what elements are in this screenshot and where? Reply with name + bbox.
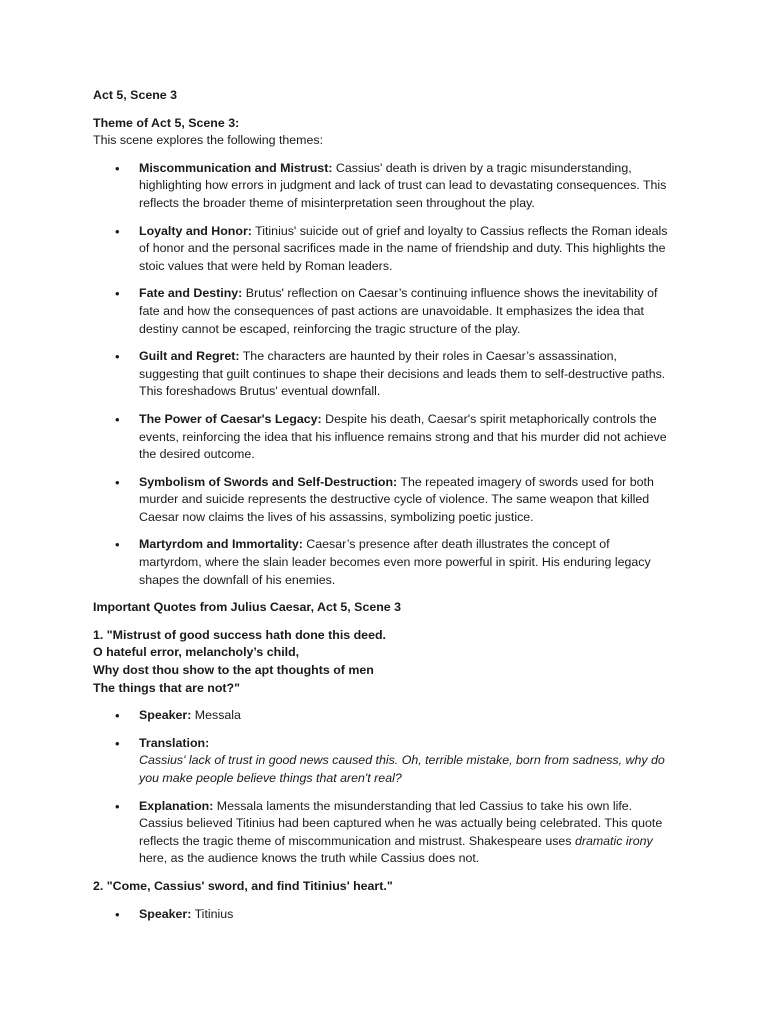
doc-title: Act 5, Scene 3 <box>93 88 178 102</box>
theme-label: Miscommunication and Mistrust: <box>139 160 333 175</box>
theme-label: The Power of Caesar's Legacy: <box>139 411 322 426</box>
themes-list <box>93 160 673 589</box>
theme-label: Guilt and Regret: <box>139 349 240 364</box>
theme-text: Brutus' reflection on Caesar’s continuing influence shows the inevitability of fate and how the consequences of past actions are unavoidable. It emphasizes the idea that destiny cannot be escaped, reinforcing the tragic structure of the play. <box>139 286 658 336</box>
explanation-label: Explanation: <box>139 798 214 813</box>
speaker-name: Messala <box>191 708 241 723</box>
list-item <box>93 348 673 401</box>
list-item <box>93 223 673 276</box>
theme-text: Titinius' suicide out of grief and loyalty to Cassius reflects the Roman ideals of honor and the personal sacrifices made in the name of friendship and duty. This highlights the stoic values that were held by Roman leaders. <box>139 223 668 273</box>
theme-text: Caesar’s presence after death illustrates the concept of martyrdom, where the slain leader becomes even more powerful in spirit. His enduring legacy shapes the downfall of his enemies. <box>139 537 651 587</box>
theme-text: The repeated imagery of swords used for both murder and suicide represents the destructive cycle of violence. The same weapon that killed Caesar now claims the lives of his assassins, symbolizing poetic justice. <box>139 474 654 524</box>
translation-label: Translation: <box>139 735 210 750</box>
theme-label: Martyrdom and Immortality: <box>139 537 303 552</box>
theme-text: Cassius' death is driven by a tragic misunderstanding, highlighting how errors in judgment and lack of trust can lead to devastating consequences. This reflects the broader theme of misinterpretation seen throughout the play. <box>139 160 667 210</box>
theme-text: The characters are haunted by their roles in Caesar’s assassination, suggesting that guilt continues to shape their decisions and leads them to self-destructive paths. This foreshadows Brutus' eventual downfall. <box>139 349 666 399</box>
quote-line: Why dost thou show to the apt thoughts of men <box>93 663 374 678</box>
quote-2-details <box>93 906 673 924</box>
quote-1-details <box>93 707 673 868</box>
list-item <box>93 411 673 464</box>
list-item <box>93 160 673 213</box>
list-item <box>93 735 673 788</box>
theme-intro: This scene explores the following themes: <box>93 133 324 148</box>
speaker-label: Speaker: <box>139 708 192 723</box>
list-item <box>93 707 673 725</box>
explanation-emphasis: dramatic irony <box>574 833 653 848</box>
quotes-heading: Important Quotes from Julius Caesar, Act 5, Scene 3 <box>93 600 402 615</box>
list-item <box>93 536 673 589</box>
quote-line: The things that are not?" <box>93 680 240 695</box>
speaker-label: Speaker: <box>139 906 192 921</box>
document-page <box>93 87 673 933</box>
list-item <box>93 285 673 338</box>
theme-text: Despite his death, Caesar's spirit metaphorically controls the events, reinforcing the idea that his influence remains strong and that his murder did not achieve the desired outcome. <box>139 411 667 462</box>
quote-line: O hateful error, melancholy’s child, <box>93 645 300 660</box>
list-item <box>93 906 673 924</box>
quote-2: 2. "Come, Cassius' sword, and find Titinius' heart." <box>93 878 393 893</box>
quote-line: 1. "Mistrust of good success hath done this deed. <box>93 627 386 642</box>
theme-label: Fate and Destiny: <box>139 286 243 301</box>
theme-label: Symbolism of Swords and Self-Destruction: <box>139 474 398 489</box>
theme-heading: Theme of Act 5, Scene 3: <box>93 115 240 130</box>
explanation-text: here, as the audience knows the truth while Cassius does not. <box>139 851 480 866</box>
explanation-text: Messala laments the misunderstanding that led Cassius to take his own life. Cassius believed Titinius had been captured when he was actually being celebrated. This quote reflects the tragic theme of miscommunication and mistrust. Shakespeare uses <box>139 798 663 848</box>
list-item <box>93 798 673 868</box>
list-item <box>93 474 673 527</box>
quote-1 <box>93 627 673 697</box>
translation-text: Cassius' lack of trust in good news caused this. Oh, terrible mistake, born from sadness, why do you make people believe things that aren't real? <box>139 753 665 785</box>
theme-label: Loyalty and Honor: <box>139 223 252 238</box>
speaker-name: Titinius <box>191 906 234 921</box>
